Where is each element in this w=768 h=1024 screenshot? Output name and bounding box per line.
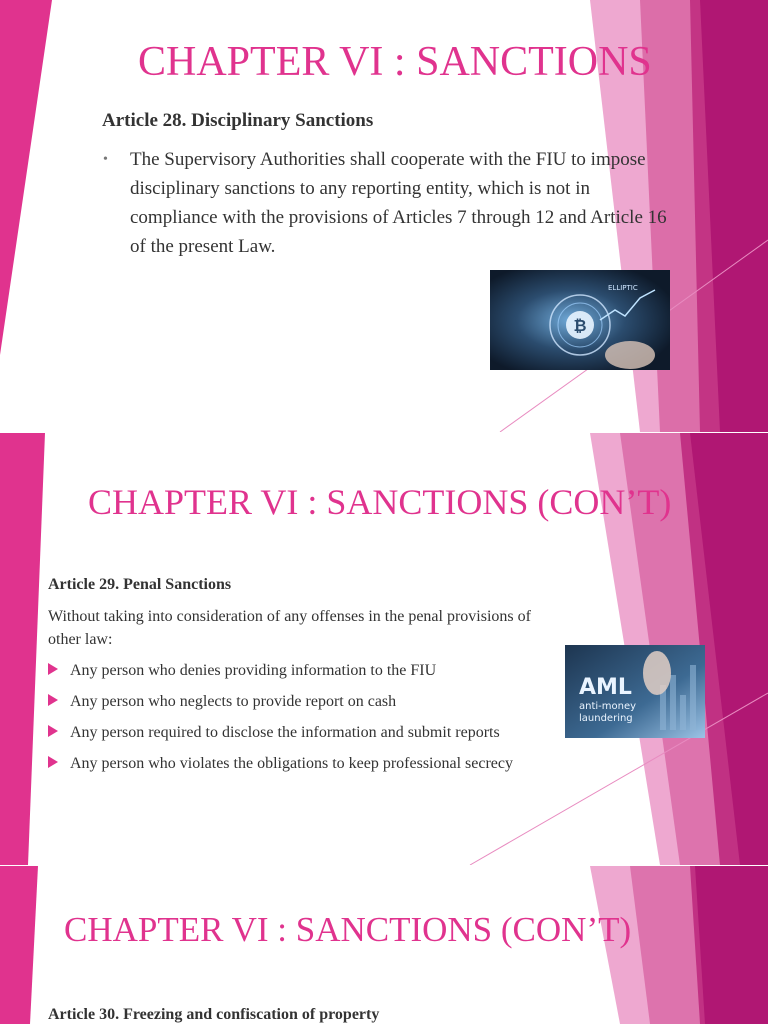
bullet-list (70, 659, 550, 775)
triangle-bullet-icon (48, 663, 58, 675)
left-stripe (0, 433, 45, 865)
list-item: Any person who denies providing information to the FIU (70, 659, 550, 682)
list-item: Any person who neglects to provide report on cash (70, 690, 550, 713)
bitcoin-icon (490, 270, 670, 370)
slide-1 (0, 0, 768, 432)
page-title: CHAPTER VI : SANCTIONS (CON’T) (88, 482, 672, 522)
list-item: • The Supervisory Authorities shall cooperate with the FIU to impose disciplinary sanctions to any reporting entity, which is not in compliance with the provisions of Articles 7 through 12 and Article 16 of the present Law. (130, 145, 675, 261)
article-heading: Article 28. Disciplinary Sanctions (102, 110, 374, 131)
triangle-bullet-icon (48, 694, 58, 706)
bullet-dot-icon: • (103, 152, 108, 167)
slide-2 (0, 433, 768, 865)
aml-label: AML (579, 675, 632, 700)
list-item: Any person who violates the obligations to keep professional secrecy (70, 752, 550, 775)
list-item: Any person required to disclose the information and submit reports (70, 721, 550, 744)
left-stripe (0, 0, 52, 355)
triangle-bullet-icon (48, 756, 58, 768)
article-heading: Article 30. Freezing and confiscation of property (48, 1006, 380, 1023)
bitcoin-photo (490, 270, 670, 370)
slide-3 (0, 866, 768, 1024)
intro-text: Without taking into consideration of any offenses in the penal provisions of other law: (48, 608, 531, 648)
aml-photo (565, 645, 705, 738)
page-title: CHAPTER VI : SANCTIONS (CON’T) (64, 910, 632, 949)
svg-text:₿: ₿ (573, 316, 587, 335)
photo-caption: ELLIPTIC (608, 284, 638, 292)
aml-sub-label-1: anti-money (579, 701, 637, 712)
bullet-list (103, 145, 675, 261)
left-stripe (0, 866, 38, 1024)
article-heading: Article 29. Penal Sanctions (48, 576, 232, 593)
page-title: CHAPTER VI : SANCTIONS (138, 39, 652, 85)
triangle-bullet-icon (48, 725, 58, 737)
aml-sub-label-2: laundering (579, 713, 633, 724)
